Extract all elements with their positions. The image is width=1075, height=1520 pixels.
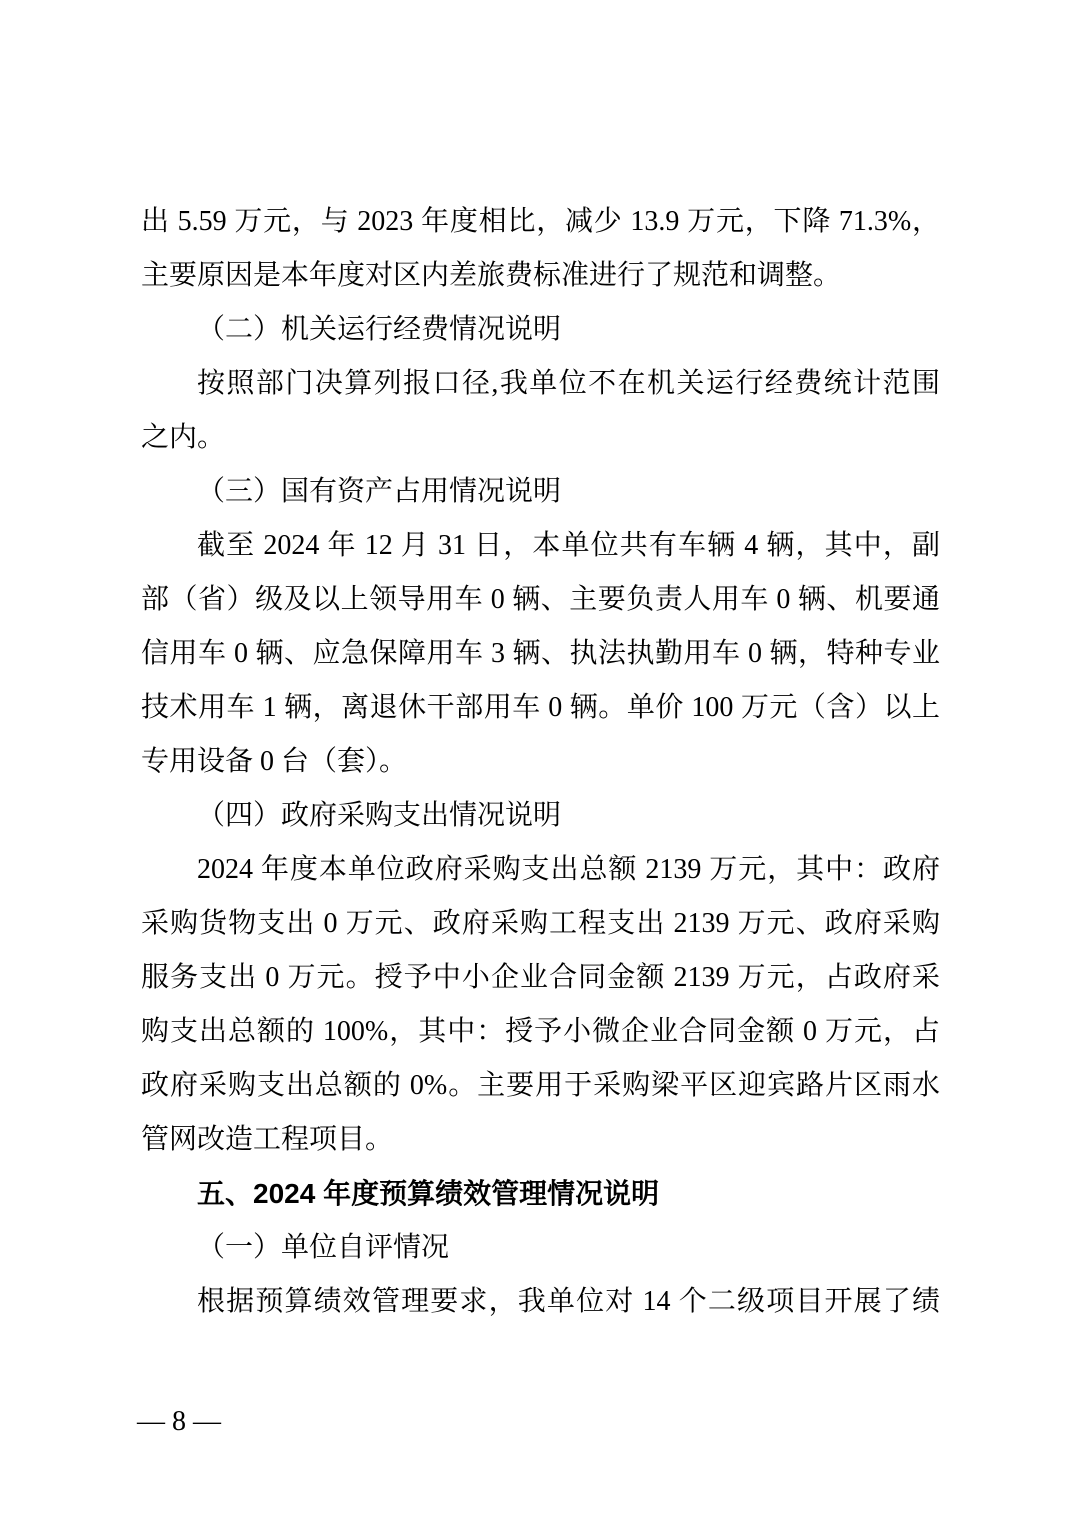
body-line: 采购货物支出 0 万元、政府采购工程支出 2139 万元、政府采购 (141, 908, 940, 939)
page-number: — 8 — (137, 1406, 221, 1437)
section-heading-state-assets: （三）国有资产占用情况说明 (197, 476, 562, 507)
body-line: 截至 2024 年 12 月 31 日，本单位共有车辆 4 辆，其中，副 (197, 530, 940, 561)
body-line: 技术用车 1 辆，离退休干部用车 0 辆。单价 100 万元（含）以上 (141, 692, 940, 723)
body-line: 专用设备 0 台（套）。 (141, 746, 408, 777)
section-heading-org-operating-costs: （二）机关运行经费情况说明 (197, 314, 562, 345)
body-line: 2024 年度本单位政府采购支出总额 2139 万元，其中：政府 (197, 854, 940, 885)
body-line: 信用车 0 辆、应急保障用车 3 辆、执法执勤用车 0 辆，特种专业 (141, 638, 940, 669)
chapter-heading-budget-performance: 五、2024 年度预算绩效管理情况说明 (197, 1178, 660, 1209)
body-line: 服务支出 0 万元。授予中小企业合同金额 2139 万元，占政府采 (141, 962, 940, 993)
body-line: 管网改造工程项目。 (141, 1124, 394, 1155)
document-body (141, 195, 940, 1329)
body-line-continuation: 出 5.59 万元，与 2023 年度相比，减少 13.9 万元，下降 71.3%， (141, 206, 940, 237)
body-line: 部（省）级及以上领导用车 0 辆、主要负责人用车 0 辆、机要通 (141, 584, 940, 615)
body-line: 购支出总额的 100%，其中：授予小微企业合同金额 0 万元，占 (141, 1016, 940, 1047)
subsection-heading-self-evaluation: （一）单位自评情况 (197, 1232, 450, 1263)
body-line: 之内。 (141, 422, 226, 453)
body-line: 按照部门决算列报口径,我单位不在机关运行经费统计范围 (197, 368, 940, 399)
body-line: 政府采购支出总额的 0%。主要用于采购梁平区迎宾路片区雨水 (141, 1070, 940, 1101)
body-line: 主要原因是本年度对区内差旅费标准进行了规范和调整。 (141, 260, 842, 291)
section-heading-gov-procurement: （四）政府采购支出情况说明 (197, 800, 562, 831)
body-line: 根据预算绩效管理要求，我单位对 14 个二级项目开展了绩 (197, 1286, 940, 1317)
